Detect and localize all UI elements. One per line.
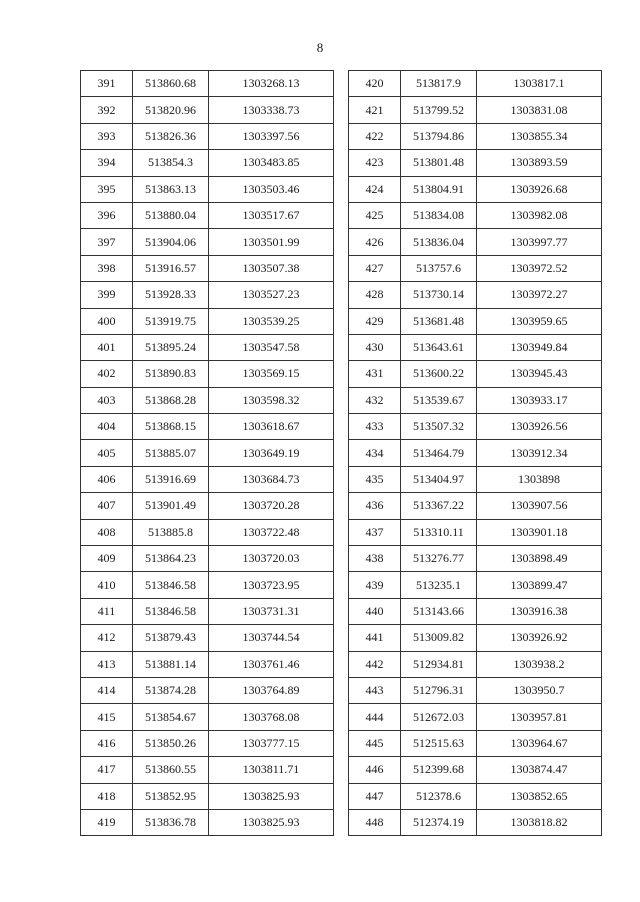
y-coordinate-cell: 1303268.13 <box>209 71 334 97</box>
y-coordinate-cell: 1303874.47 <box>477 757 602 783</box>
point-number-cell: 408 <box>81 519 133 545</box>
y-coordinate-cell: 1303831.08 <box>477 97 602 123</box>
y-coordinate-cell: 1303517.67 <box>209 202 334 228</box>
y-coordinate-cell: 1303893.59 <box>477 150 602 176</box>
table-row <box>349 255 602 281</box>
point-number-cell: 440 <box>349 598 401 624</box>
y-coordinate-cell: 1303501.99 <box>209 229 334 255</box>
y-coordinate-cell: 1303916.38 <box>477 598 602 624</box>
table-row <box>81 677 334 703</box>
point-number-cell: 438 <box>349 546 401 572</box>
y-coordinate-cell: 1303945.43 <box>477 361 602 387</box>
point-number-cell: 415 <box>81 704 133 730</box>
table-row <box>81 414 334 440</box>
x-coordinate-cell: 513904.06 <box>133 229 209 255</box>
x-coordinate-cell: 513834.08 <box>401 202 477 228</box>
x-coordinate-cell: 512934.81 <box>401 651 477 677</box>
point-number-cell: 411 <box>81 598 133 624</box>
y-coordinate-cell: 1303938.2 <box>477 651 602 677</box>
y-coordinate-cell: 1303811.71 <box>209 757 334 783</box>
y-coordinate-cell: 1303907.56 <box>477 493 602 519</box>
table-row <box>81 651 334 677</box>
table-row <box>349 387 602 413</box>
y-coordinate-cell: 1303817.1 <box>477 71 602 97</box>
x-coordinate-cell: 513367.22 <box>401 493 477 519</box>
y-coordinate-cell: 1303957.81 <box>477 704 602 730</box>
y-coordinate-cell: 1303483.85 <box>209 150 334 176</box>
table-row <box>349 730 602 756</box>
x-coordinate-cell: 512672.03 <box>401 704 477 730</box>
y-coordinate-cell: 1303898.49 <box>477 546 602 572</box>
table-row <box>349 282 602 308</box>
x-coordinate-cell: 513643.61 <box>401 334 477 360</box>
x-coordinate-cell: 513916.57 <box>133 255 209 281</box>
point-number-cell: 441 <box>349 625 401 651</box>
x-coordinate-cell: 513860.55 <box>133 757 209 783</box>
y-coordinate-cell: 1303950.7 <box>477 677 602 703</box>
x-coordinate-cell: 513864.23 <box>133 546 209 572</box>
x-coordinate-cell: 513868.28 <box>133 387 209 413</box>
table-row <box>349 572 602 598</box>
table-row <box>349 308 602 334</box>
point-number-cell: 397 <box>81 229 133 255</box>
x-coordinate-cell: 513901.49 <box>133 493 209 519</box>
table-row <box>349 361 602 387</box>
table-row <box>349 202 602 228</box>
table-row <box>81 71 334 97</box>
y-coordinate-cell: 1303761.46 <box>209 651 334 677</box>
y-coordinate-cell: 1303972.27 <box>477 282 602 308</box>
y-coordinate-cell: 1303972.52 <box>477 255 602 281</box>
table-row <box>81 809 334 835</box>
coordinate-table-body <box>349 71 602 836</box>
point-number-cell: 412 <box>81 625 133 651</box>
x-coordinate-cell: 513863.13 <box>133 176 209 202</box>
x-coordinate-cell: 513850.26 <box>133 730 209 756</box>
table-row <box>81 704 334 730</box>
point-number-cell: 391 <box>81 71 133 97</box>
x-coordinate-cell: 513799.52 <box>401 97 477 123</box>
point-number-cell: 423 <box>349 150 401 176</box>
point-number-cell: 414 <box>81 677 133 703</box>
y-coordinate-cell: 1303825.93 <box>209 783 334 809</box>
y-coordinate-cell: 1303397.56 <box>209 123 334 149</box>
table-row <box>81 334 334 360</box>
point-number-cell: 446 <box>349 757 401 783</box>
coordinate-table-right <box>348 70 602 836</box>
table-row <box>81 440 334 466</box>
x-coordinate-cell: 513276.77 <box>401 546 477 572</box>
y-coordinate-cell: 1303598.32 <box>209 387 334 413</box>
x-coordinate-cell: 513235.1 <box>401 572 477 598</box>
point-number-cell: 430 <box>349 334 401 360</box>
table-row <box>81 150 334 176</box>
point-number-cell: 433 <box>349 414 401 440</box>
x-coordinate-cell: 513885.8 <box>133 519 209 545</box>
x-coordinate-cell: 513868.15 <box>133 414 209 440</box>
table-row <box>81 361 334 387</box>
x-coordinate-cell: 513464.79 <box>401 440 477 466</box>
x-coordinate-cell: 513916.69 <box>133 466 209 492</box>
point-number-cell: 400 <box>81 308 133 334</box>
y-coordinate-cell: 1303569.15 <box>209 361 334 387</box>
point-number-cell: 429 <box>349 308 401 334</box>
table-row <box>349 123 602 149</box>
table-row <box>81 387 334 413</box>
point-number-cell: 427 <box>349 255 401 281</box>
point-number-cell: 424 <box>349 176 401 202</box>
x-coordinate-cell: 513860.68 <box>133 71 209 97</box>
point-number-cell: 401 <box>81 334 133 360</box>
y-coordinate-cell: 1303899.47 <box>477 572 602 598</box>
x-coordinate-cell: 513801.48 <box>401 150 477 176</box>
table-row <box>81 255 334 281</box>
point-number-cell: 435 <box>349 466 401 492</box>
x-coordinate-cell: 513890.83 <box>133 361 209 387</box>
table-row <box>349 414 602 440</box>
point-number-cell: 448 <box>349 809 401 835</box>
x-coordinate-cell: 513143.66 <box>401 598 477 624</box>
table-row <box>349 809 602 835</box>
table-row <box>81 546 334 572</box>
table-row <box>349 677 602 703</box>
table-row <box>349 625 602 651</box>
x-coordinate-cell: 513817.9 <box>401 71 477 97</box>
x-coordinate-cell: 513836.78 <box>133 809 209 835</box>
y-coordinate-cell: 1303852.65 <box>477 783 602 809</box>
x-coordinate-cell: 513846.58 <box>133 572 209 598</box>
point-number-cell: 406 <box>81 466 133 492</box>
table-row <box>349 150 602 176</box>
x-coordinate-cell: 513757.6 <box>401 255 477 281</box>
y-coordinate-cell: 1303731.31 <box>209 598 334 624</box>
y-coordinate-cell: 1303964.67 <box>477 730 602 756</box>
x-coordinate-cell: 513009.82 <box>401 625 477 651</box>
point-number-cell: 394 <box>81 150 133 176</box>
point-number-cell: 416 <box>81 730 133 756</box>
table-row <box>349 71 602 97</box>
point-number-cell: 439 <box>349 572 401 598</box>
table-row <box>81 308 334 334</box>
point-number-cell: 420 <box>349 71 401 97</box>
point-number-cell: 410 <box>81 572 133 598</box>
table-row <box>81 229 334 255</box>
point-number-cell: 428 <box>349 282 401 308</box>
point-number-cell: 402 <box>81 361 133 387</box>
y-coordinate-cell: 1303722.48 <box>209 519 334 545</box>
x-coordinate-cell: 513507.32 <box>401 414 477 440</box>
table-row <box>349 598 602 624</box>
table-row <box>81 757 334 783</box>
x-coordinate-cell: 513804.91 <box>401 176 477 202</box>
table-row <box>349 757 602 783</box>
x-coordinate-cell: 512378.6 <box>401 783 477 809</box>
y-coordinate-cell: 1303912.34 <box>477 440 602 466</box>
x-coordinate-cell: 513794.86 <box>401 123 477 149</box>
x-coordinate-cell: 513310.11 <box>401 519 477 545</box>
page-number: 8 <box>316 40 324 55</box>
x-coordinate-cell: 513854.3 <box>133 150 209 176</box>
x-coordinate-cell: 513681.48 <box>401 308 477 334</box>
y-coordinate-cell: 1303338.73 <box>209 97 334 123</box>
y-coordinate-cell: 1303818.82 <box>477 809 602 835</box>
point-number-cell: 398 <box>81 255 133 281</box>
table-row <box>81 176 334 202</box>
y-coordinate-cell: 1303982.08 <box>477 202 602 228</box>
point-number-cell: 422 <box>349 123 401 149</box>
point-number-cell: 426 <box>349 229 401 255</box>
y-coordinate-cell: 1303959.65 <box>477 308 602 334</box>
table-row <box>349 334 602 360</box>
point-number-cell: 407 <box>81 493 133 519</box>
coordinate-table-body <box>81 71 334 836</box>
point-number-cell: 419 <box>81 809 133 835</box>
x-coordinate-cell: 513404.97 <box>401 466 477 492</box>
point-number-cell: 444 <box>349 704 401 730</box>
x-coordinate-cell: 512515.63 <box>401 730 477 756</box>
y-coordinate-cell: 1303720.28 <box>209 493 334 519</box>
y-coordinate-cell: 1303926.56 <box>477 414 602 440</box>
y-coordinate-cell: 1303949.84 <box>477 334 602 360</box>
y-coordinate-cell: 1303503.46 <box>209 176 334 202</box>
point-number-cell: 436 <box>349 493 401 519</box>
table-row <box>81 519 334 545</box>
point-number-cell: 432 <box>349 387 401 413</box>
table-row <box>81 466 334 492</box>
x-coordinate-cell: 513885.07 <box>133 440 209 466</box>
y-coordinate-cell: 1303720.03 <box>209 546 334 572</box>
table-row <box>349 97 602 123</box>
table-row <box>349 493 602 519</box>
y-coordinate-cell: 1303547.58 <box>209 334 334 360</box>
point-number-cell: 425 <box>349 202 401 228</box>
point-number-cell: 417 <box>81 757 133 783</box>
point-number-cell: 418 <box>81 783 133 809</box>
y-coordinate-cell: 1303997.77 <box>477 229 602 255</box>
x-coordinate-cell: 513826.36 <box>133 123 209 149</box>
x-coordinate-cell: 513879.43 <box>133 625 209 651</box>
y-coordinate-cell: 1303901.18 <box>477 519 602 545</box>
y-coordinate-cell: 1303926.68 <box>477 176 602 202</box>
y-coordinate-cell: 1303898 <box>477 466 602 492</box>
x-coordinate-cell: 513600.22 <box>401 361 477 387</box>
point-number-cell: 431 <box>349 361 401 387</box>
table-row <box>81 783 334 809</box>
point-number-cell: 443 <box>349 677 401 703</box>
y-coordinate-cell: 1303723.95 <box>209 572 334 598</box>
table-row <box>349 229 602 255</box>
table-row <box>81 282 334 308</box>
y-coordinate-cell: 1303684.73 <box>209 466 334 492</box>
y-coordinate-cell: 1303777.15 <box>209 730 334 756</box>
x-coordinate-cell: 513820.96 <box>133 97 209 123</box>
x-coordinate-cell: 513874.28 <box>133 677 209 703</box>
point-number-cell: 404 <box>81 414 133 440</box>
table-row <box>349 440 602 466</box>
y-coordinate-cell: 1303744.54 <box>209 625 334 651</box>
table-row <box>81 97 334 123</box>
table-row <box>81 493 334 519</box>
point-number-cell: 393 <box>81 123 133 149</box>
point-number-cell: 392 <box>81 97 133 123</box>
table-row <box>81 202 334 228</box>
y-coordinate-cell: 1303507.38 <box>209 255 334 281</box>
point-number-cell: 437 <box>349 519 401 545</box>
x-coordinate-cell: 513539.67 <box>401 387 477 413</box>
point-number-cell: 396 <box>81 202 133 228</box>
y-coordinate-cell: 1303539.25 <box>209 308 334 334</box>
point-number-cell: 403 <box>81 387 133 413</box>
table-row <box>81 730 334 756</box>
y-coordinate-cell: 1303618.67 <box>209 414 334 440</box>
point-number-cell: 434 <box>349 440 401 466</box>
table-row <box>349 546 602 572</box>
x-coordinate-cell: 513928.33 <box>133 282 209 308</box>
x-coordinate-cell: 512399.68 <box>401 757 477 783</box>
table-row <box>349 519 602 545</box>
x-coordinate-cell: 513895.24 <box>133 334 209 360</box>
y-coordinate-cell: 1303649.19 <box>209 440 334 466</box>
x-coordinate-cell: 512796.31 <box>401 677 477 703</box>
point-number-cell: 421 <box>349 97 401 123</box>
point-number-cell: 405 <box>81 440 133 466</box>
y-coordinate-cell: 1303933.17 <box>477 387 602 413</box>
point-number-cell: 445 <box>349 730 401 756</box>
table-row <box>81 123 334 149</box>
point-number-cell: 413 <box>81 651 133 677</box>
x-coordinate-cell: 513852.95 <box>133 783 209 809</box>
y-coordinate-cell: 1303527.23 <box>209 282 334 308</box>
table-row <box>81 572 334 598</box>
x-coordinate-cell: 513880.04 <box>133 202 209 228</box>
y-coordinate-cell: 1303855.34 <box>477 123 602 149</box>
y-coordinate-cell: 1303764.89 <box>209 677 334 703</box>
y-coordinate-cell: 1303768.08 <box>209 704 334 730</box>
table-row <box>349 651 602 677</box>
y-coordinate-cell: 1303825.93 <box>209 809 334 835</box>
point-number-cell: 409 <box>81 546 133 572</box>
table-row <box>349 176 602 202</box>
x-coordinate-cell: 512374.19 <box>401 809 477 835</box>
table-row <box>81 625 334 651</box>
x-coordinate-cell: 513730.14 <box>401 282 477 308</box>
x-coordinate-cell: 513836.04 <box>401 229 477 255</box>
table-row <box>349 783 602 809</box>
x-coordinate-cell: 513846.58 <box>133 598 209 624</box>
coordinate-table-left <box>80 70 334 836</box>
table-row <box>349 466 602 492</box>
y-coordinate-cell: 1303926.92 <box>477 625 602 651</box>
point-number-cell: 399 <box>81 282 133 308</box>
point-number-cell: 442 <box>349 651 401 677</box>
point-number-cell: 395 <box>81 176 133 202</box>
x-coordinate-cell: 513919.75 <box>133 308 209 334</box>
table-row <box>81 598 334 624</box>
point-number-cell: 447 <box>349 783 401 809</box>
table-row <box>349 704 602 730</box>
x-coordinate-cell: 513854.67 <box>133 704 209 730</box>
x-coordinate-cell: 513881.14 <box>133 651 209 677</box>
